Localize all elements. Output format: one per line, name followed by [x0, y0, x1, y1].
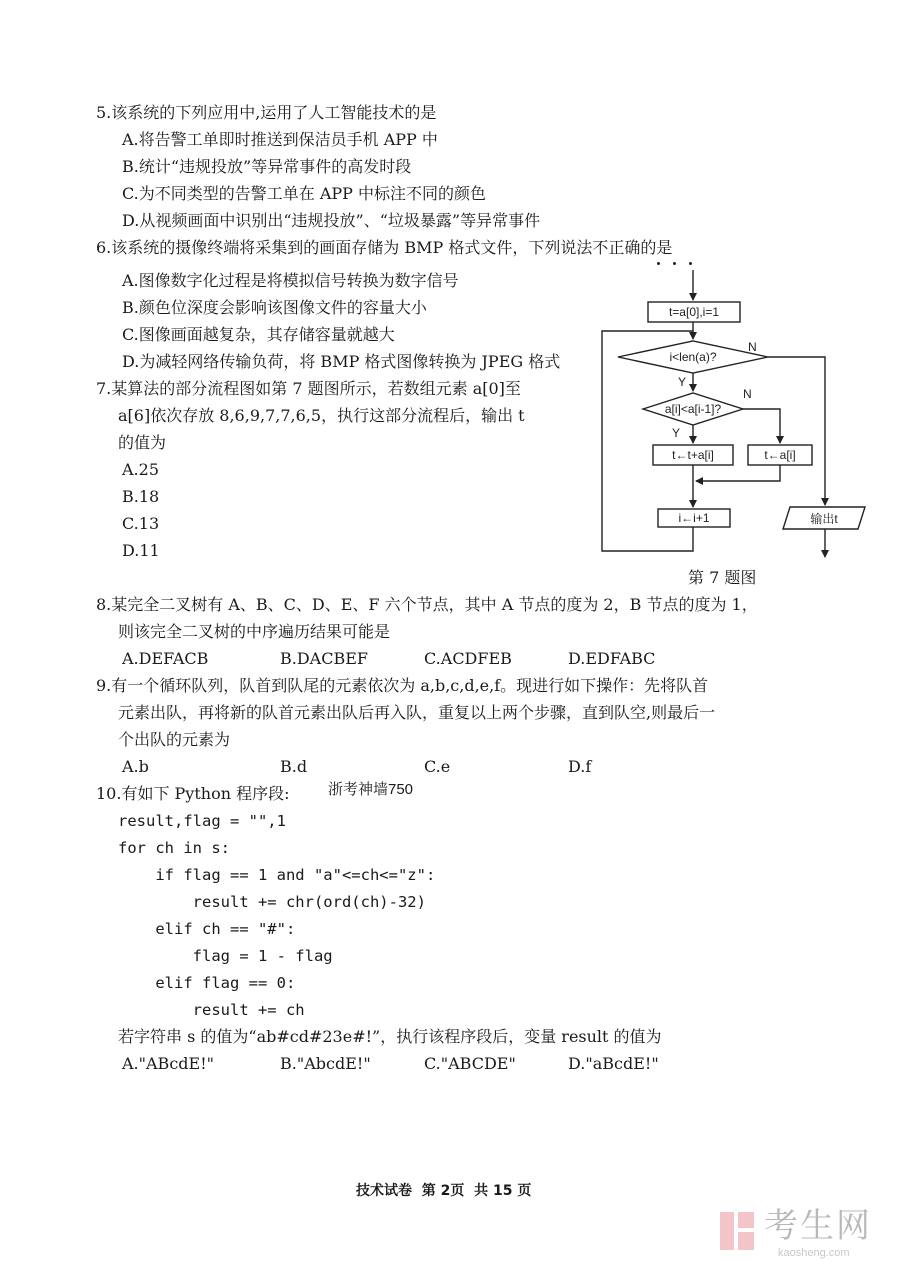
q10-option-c: C."ABCDE" — [424, 1054, 516, 1073]
q10-option-a: A."ABcdE!" — [122, 1054, 214, 1073]
flow-cond2: a[i]<a[i-1]? — [664, 402, 722, 416]
page-footer: 技术试卷 第 2页 共 15 页 — [356, 1183, 532, 1199]
q8-option-a: A.DEFACB — [122, 649, 209, 668]
q9-stem-line-3: 个出队的元素为 — [118, 730, 231, 749]
q7-option-c: C.13 — [122, 514, 160, 533]
flow-cond1-no: N — [748, 340, 757, 354]
q5-option-c: C.为不同类型的告警工单在 APP 中标注不同的颜色 — [122, 184, 487, 203]
code-line: result += chr(ord(ch)-32) — [118, 893, 426, 911]
q6-option-a: A.图像数字化过程是将模拟信号转换为数字信号 — [122, 271, 459, 290]
code-line: result,flag = "",1 — [118, 812, 286, 830]
q9-option-a: A.b — [122, 757, 149, 776]
watermark — [716, 1204, 886, 1264]
q5-option-d: D.从视频画面中识别出“违规投放”、“垃圾暴露”等异常事件 — [122, 211, 541, 230]
q8-stem-line-2: 则该完全二叉树的中序遍历结果可能是 — [118, 622, 391, 641]
flow-cond1: i<len(a)? — [669, 350, 717, 364]
q10-option-b: B."AbcdE!" — [280, 1054, 371, 1073]
q10-question: 若字符串 s 的值为“ab#cd#23e#!”，执行该程序段后，变量 result 的值为 — [118, 1027, 662, 1046]
q8-option-b: B.DACBEF — [280, 649, 369, 668]
q9-option-c: C.e — [424, 757, 451, 776]
q5-stem: 5.该系统的下列应用中,运用了人工智能技术的是 — [96, 103, 437, 122]
q7-flowchart — [590, 265, 880, 565]
q7-option-b: B.18 — [122, 487, 160, 506]
q7-stem-line-2: a[6]依次存放 8,6,9,7,7,6,5，执行这部分流程后，输出 t — [118, 406, 525, 425]
flow-inc: i←i+1 — [678, 511, 710, 525]
code-line: elif ch == "#": — [118, 920, 296, 938]
code-line: result += ch — [118, 1001, 305, 1019]
code-line: elif flag == 0: — [118, 974, 296, 992]
q7-option-a: A.25 — [122, 460, 159, 479]
flow-output: 输出t — [810, 512, 838, 526]
flow-cond2-yes: Y — [672, 426, 681, 440]
q6-option-c: C.图像画面越复杂，其存储容量就越大 — [122, 325, 395, 344]
q10-option-d: D."aBcdE!" — [568, 1054, 659, 1073]
flow-op-yes: t←t+a[i] — [672, 448, 714, 462]
watermark-logo-icon — [716, 1208, 760, 1254]
q9-option-b: B.d — [280, 757, 308, 776]
q10-stem: 10.有如下 Python 程序段: — [96, 784, 290, 803]
flow-op-no: t←a[i] — [764, 448, 796, 462]
flow-cond1-yes: Y — [678, 375, 687, 389]
q6-option-d: D.为减轻网络传输负荷，将 BMP 格式图像转换为 JPEG 格式 — [122, 352, 561, 371]
code-line: if flag == 1 and "a"<=ch<="z": — [118, 866, 436, 884]
q8-option-d: D.EDFABC — [568, 649, 656, 668]
q6-stem: 6.该系统的摄像终端将采集到的画面存储为 BMP 格式文件，下列说法不正确的是 — [96, 238, 673, 257]
watermark-brand: 考生网 — [764, 1207, 872, 1245]
code-line: for ch in s: — [118, 839, 230, 857]
code-line: flag = 1 - flag — [118, 947, 333, 965]
q7-stem-line-3: 的值为 — [118, 433, 167, 452]
flow-init: t=a[0],i=1 — [668, 305, 720, 319]
q10-note: 浙考神墙750 — [328, 781, 414, 798]
q8-option-c: C.ACDFEB — [424, 649, 512, 668]
watermark-url: kaosheng.com — [778, 1247, 850, 1259]
q5-option-a: A.将告警工单即时推送到保洁员手机 APP 中 — [122, 130, 438, 149]
q7-option-d: D.11 — [122, 541, 160, 560]
q9-stem-line-1: 9.有一个循环队列，队首到队尾的元素依次为 a,b,c,d,e,f。现进行如下操作：先将队首 — [96, 676, 709, 695]
q6-option-b: B.颜色位深度会影响该图像文件的容量大小 — [122, 298, 427, 317]
q9-stem-line-2: 元素出队，再将新的队首元素出队后再入队，重复以上两个步骤，直到队空,则最后一 — [118, 703, 716, 722]
flow-cond2-no: N — [743, 387, 752, 401]
q5-option-b: B.统计“违规投放”等异常事件的高发时段 — [122, 157, 412, 176]
q7-figure-caption: 第 7 题图 — [688, 568, 757, 587]
q8-stem-line-1: 8.某完全二叉树有 A、B、C、D、E、F 六个节点，其中 A 节点的度为 2，B 节点的度为 1， — [96, 595, 758, 614]
q7-stem-line-1: 7.某算法的部分流程图如第 7 题图所示，若数组元素 a[0]至 — [96, 379, 521, 398]
q9-option-d: D.f — [568, 757, 592, 776]
